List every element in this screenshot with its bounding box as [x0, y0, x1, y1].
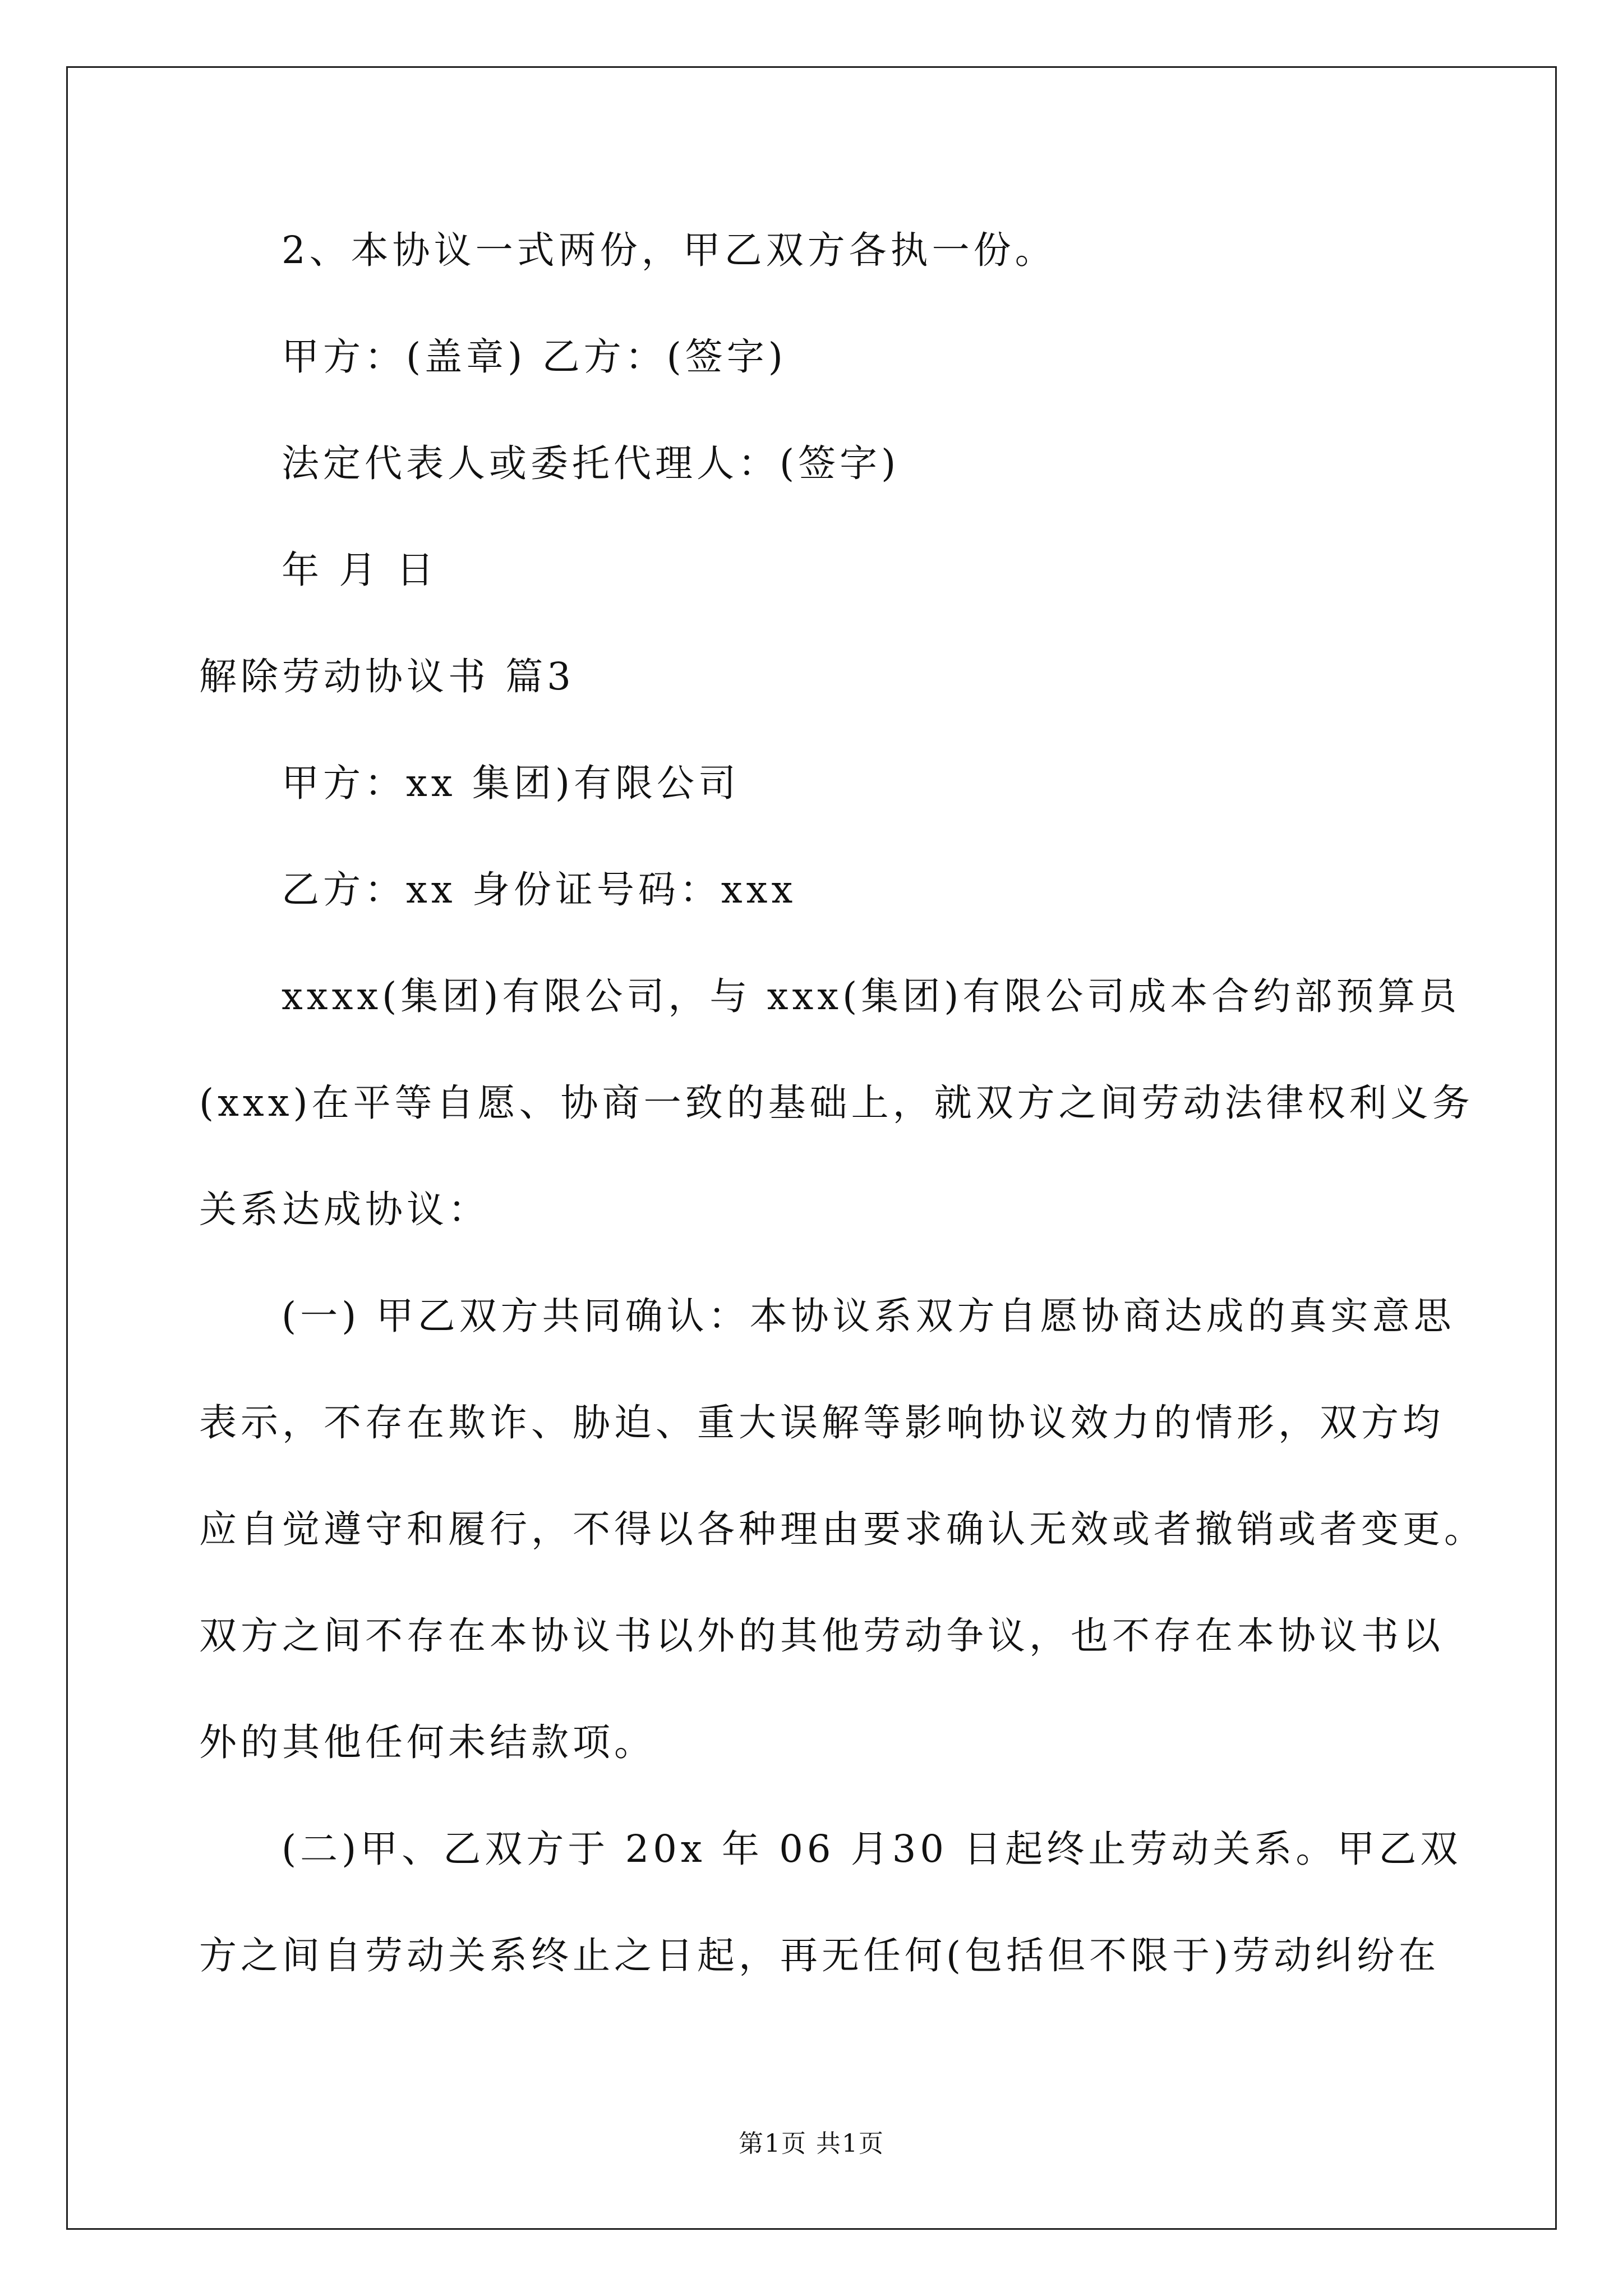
- clause-two-line-1: (二)甲、乙双方于 20x 年 06 月30 日起终止劳动关系。甲乙双: [282, 1827, 1462, 1871]
- clause-one-line-5: 外的其他任何未结款项。: [199, 1720, 656, 1764]
- clause-copies: 2、本协议一式两份，甲乙双方各执一份。: [282, 228, 1057, 272]
- signature-party-a-b: 甲方：(盖章) 乙方：(签字): [282, 335, 787, 379]
- party-a: 甲方：xx 集团)有限公司: [282, 761, 740, 805]
- page-number: 第1页 共1页: [739, 2129, 884, 2158]
- clause-one-line-3: 应自觉遵守和履行，不得以各种理由要求确认无效或者撤销或者变更。: [199, 1507, 1486, 1551]
- paragraph-intro-line-3: 关系达成协议：: [199, 1188, 490, 1231]
- signature-representative: 法定代表人或委托代理人：(签字): [282, 441, 900, 485]
- party-b: 乙方：xx 身份证号码：xxx: [282, 868, 797, 912]
- paragraph-intro-line-2: (xxx)在平等自愿、协商一致的基础上，就双方之间劳动法律权利义务: [199, 1081, 1474, 1125]
- clause-one-line-4: 双方之间不存在本协议书以外的其他劳动争议，也不存在本协议书以: [199, 1614, 1444, 1658]
- page-border: [66, 66, 1557, 2230]
- clause-one-line-2: 表示，不存在欺诈、胁迫、重大误解等影响协议效力的情形，双方均: [199, 1401, 1444, 1444]
- clause-one-line-1: (一) 甲乙双方共同确认：本协议系双方自愿协商达成的真实意思: [282, 1294, 1455, 1338]
- paragraph-intro-line-1: xxxx(集团)有限公司，与 xxx(集团)有限公司成本合约部预算员: [282, 974, 1461, 1018]
- section-heading: 解除劳动协议书 篇3: [199, 655, 575, 698]
- clause-two-line-2: 方之间自劳动关系终止之日起，再无任何(包括但不限于)劳动纠纷在: [199, 1934, 1440, 1977]
- date-line: 年 月 日: [282, 548, 438, 592]
